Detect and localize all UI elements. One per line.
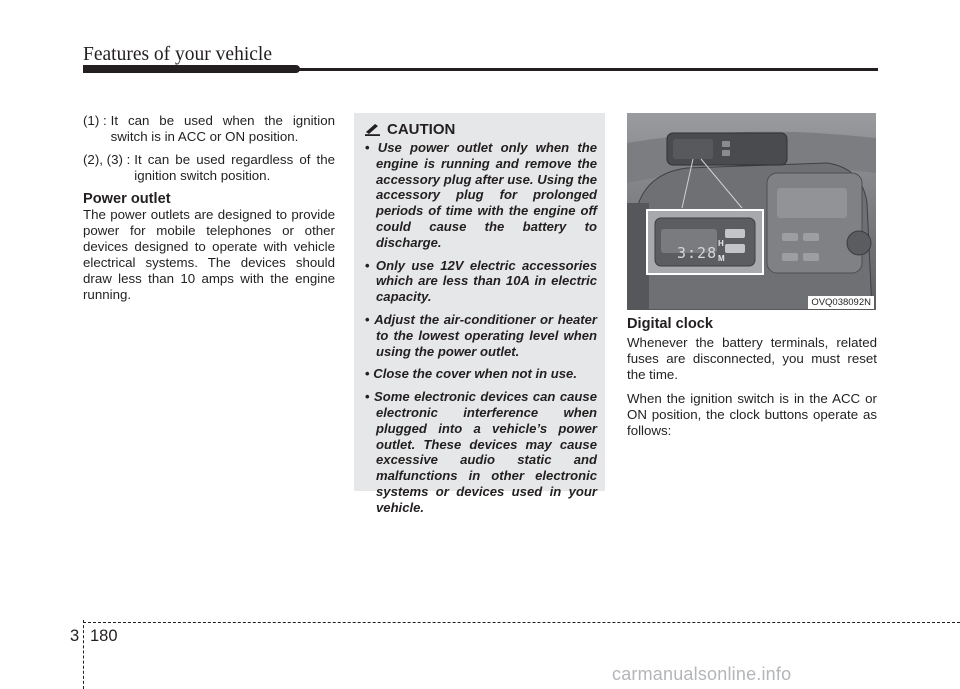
caution-box — [354, 113, 605, 515]
caution-title: CAUTION — [387, 121, 456, 138]
digital-clock-para-1: Whenever the battery terminals, related fuses are disconnected, you must reset the time. — [627, 335, 877, 382]
header-rule — [83, 68, 878, 71]
digital-clock-para-2: When the ignition switch is in the ACC or ON position, the clock buttons operate as follows: — [627, 391, 877, 438]
power-outlet-heading: Power outlet — [83, 191, 171, 207]
watermark: carmanualsonline.info — [612, 664, 792, 684]
caution-item: • Only use 12V electric accessories which are less than 10A in electric capacity. — [365, 258, 597, 305]
dashboard-illustration — [627, 113, 876, 310]
power-outlet-body: The power outlets are designed to provide power for mobile telephones or other devices designed to operate with vehicle electrical systems. The devices should draw less than 10 amps with the engine running. — [83, 207, 335, 302]
right-column — [627, 316, 877, 447]
note-label: (1) : — [83, 113, 107, 128]
caution-item: • Close the cover when not in use. — [365, 366, 597, 382]
footer-chapter-number: 3 — [70, 627, 80, 645]
footer-rule — [83, 622, 960, 623]
caution-item: • Some electronic devices can cause electronic interference when plugged into a vehicle’s power outlet. These devices may cause excessive audio static and malfunctions in other electronic systems or devices used in your vehicle. — [365, 389, 597, 515]
left-column — [83, 113, 335, 303]
note-label: (2), (3) : — [83, 152, 131, 167]
caution-header — [365, 121, 597, 138]
caution-pencil-icon — [365, 123, 380, 136]
footer-divider — [83, 620, 84, 689]
clock-minute-button-label: M — [718, 254, 725, 263]
clock-figure — [627, 113, 876, 310]
note-text: It can be used when the ignition switch is in ACC or ON position. — [110, 113, 335, 144]
clock-hour-button-label: H — [718, 239, 724, 248]
caution-item: • Use power outlet only when the engine is running and remove the accessory plug after use. Using the accessory plug for prolonged periods of time with the engine off could cause the battery to discharge. — [365, 140, 597, 251]
note-text: It can be used regardless of the ignition switch position. — [134, 152, 335, 183]
footer-page-number: 180 — [90, 627, 118, 645]
caution-item: • Adjust the air-conditioner or heater to the lowest operating level when using the power outlet. — [365, 312, 597, 359]
note-1 — [83, 113, 335, 145]
caution-list — [365, 140, 597, 516]
note-2 — [83, 152, 335, 184]
page-header-title: Features of your vehicle — [83, 44, 272, 65]
digital-clock-heading: Digital clock — [627, 316, 713, 332]
figure-code: OVQ038092N — [808, 296, 874, 309]
clock-display-readout: 3:28 — [677, 244, 718, 262]
